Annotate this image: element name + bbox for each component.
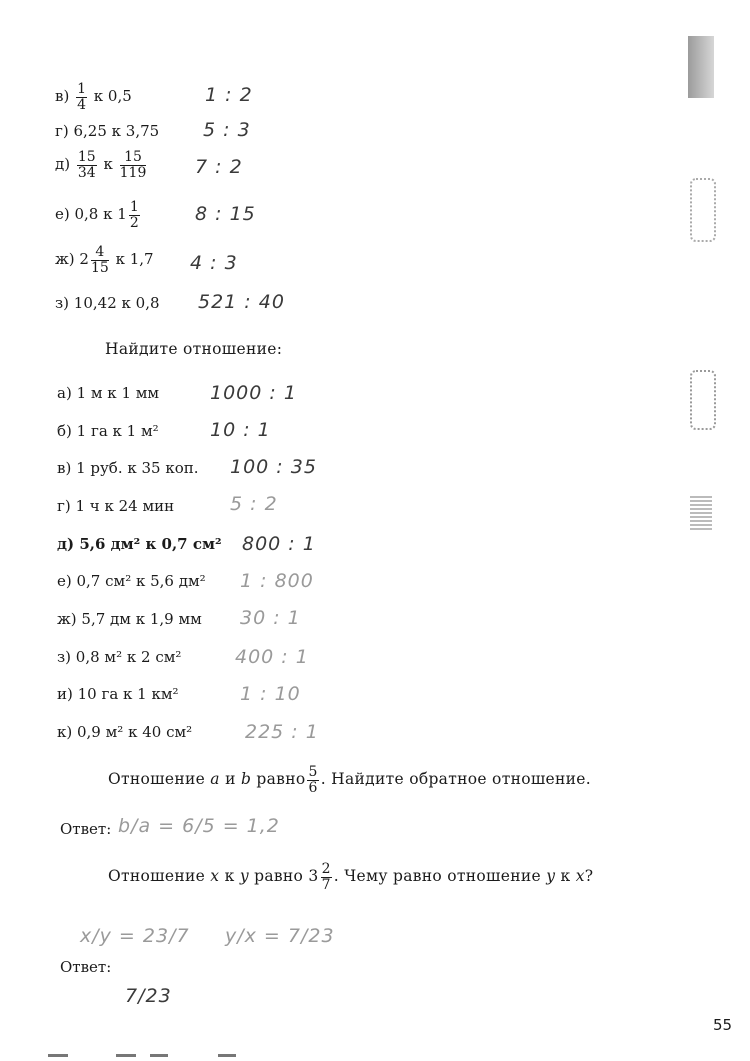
numerator: 5 [308, 764, 318, 780]
task-text: ? [584, 867, 594, 886]
task-text: к [560, 867, 571, 886]
denominator: 7 [321, 876, 331, 893]
row-d [55, 150, 148, 180]
answer: 10 : 1 [210, 419, 271, 441]
row-e [55, 200, 142, 230]
row-z: з) 10,42 к 0,8 [55, 294, 160, 312]
fraction [321, 862, 332, 892]
list-item: г) 1 ч к 24 мин [57, 497, 175, 515]
fraction [91, 245, 109, 275]
denominator: 4 [77, 96, 86, 113]
answer: 800 : 1 [242, 533, 316, 555]
variable-a: a [210, 770, 220, 789]
row-label: в) [55, 87, 70, 106]
task-text: Отношение [108, 867, 206, 886]
fraction [77, 150, 97, 180]
row-label: д) [55, 155, 71, 174]
answer-zh: 4 : 3 [190, 252, 238, 274]
answer-v: 1 : 2 [205, 84, 253, 106]
row-g: г) 6,25 к 3,75 [55, 122, 160, 140]
list-item: е) 0,7 см² к 5,6 дм² [57, 572, 206, 590]
numerator: 15 [120, 150, 147, 166]
scan-mark [150, 1054, 168, 1057]
scan-mark [218, 1054, 236, 1057]
scan-mark [48, 1054, 68, 1057]
list-item: з) 0,8 м² к 2 см² [57, 648, 182, 666]
denominator: 6 [308, 779, 318, 796]
list-item: и) 10 га к 1 км² [57, 685, 179, 703]
list-item: а) 1 м к 1 мм [57, 384, 160, 402]
scan-mark [116, 1054, 136, 1057]
row-zh [55, 245, 154, 275]
margin-shadow-3 [690, 370, 716, 430]
answer-e: 8 : 15 [195, 203, 256, 225]
task-text: равно [256, 770, 306, 789]
answer: 30 : 1 [240, 607, 301, 629]
variable-b: b [240, 770, 252, 789]
numerator: 1 [129, 199, 139, 215]
numerator: 1 [77, 81, 86, 97]
list-item: ж) 5,7 дм к 1,9 мм [57, 610, 202, 628]
fraction [129, 200, 140, 230]
answer-handwritten: b/a = 6/5 = 1,2 [118, 815, 280, 837]
task-text: равно 3 [254, 867, 319, 886]
task-text: к [224, 867, 235, 886]
denominator: 119 [119, 164, 147, 181]
denominator: 34 [77, 164, 96, 181]
answer-handwritten: 7/23 [125, 985, 172, 1007]
list-item: д) 5,6 дм² к 0,7 см² [57, 535, 222, 553]
margin-shadow-top [688, 36, 714, 98]
numerator: 4 [91, 245, 109, 261]
task4-question [108, 862, 593, 892]
task-text: . Чему равно отношение [333, 867, 541, 886]
answer: 5 : 2 [230, 493, 278, 515]
variable-y: y [239, 867, 249, 886]
handwritten-step-2: y/x = 7/23 [225, 925, 335, 947]
variable-y: y [546, 867, 556, 886]
answer-label: Ответ: [60, 820, 112, 838]
fraction [307, 765, 318, 795]
numerator: 2 [321, 861, 331, 877]
handwritten-step-1: x/y = 23/7 [80, 925, 190, 947]
task-text: и [225, 770, 236, 789]
answer-z: 521 : 40 [198, 291, 285, 313]
row-label: е) 0,8 к 1 [55, 205, 127, 224]
row-text: к [103, 155, 113, 174]
denominator: 2 [129, 214, 139, 231]
row-text: к 0,5 [93, 87, 132, 106]
answer: 1 : 10 [240, 683, 301, 705]
variable-x: x [575, 867, 585, 886]
margin-shadow-2 [690, 178, 716, 242]
fraction [120, 150, 147, 180]
variable-x: x [210, 867, 220, 886]
margin-shadow-4 [690, 496, 712, 530]
numerator: 15 [77, 149, 96, 165]
answer: 400 : 1 [235, 646, 309, 668]
list-item: к) 0,9 м² к 40 см² [57, 723, 193, 741]
answer: 100 : 35 [230, 456, 317, 478]
answer-d: 7 : 2 [195, 156, 243, 178]
answer: 1 : 800 [240, 570, 314, 592]
task-text: . Найдите обратное отношение. [320, 770, 591, 789]
row-v [55, 82, 132, 112]
answer-label: Ответ: [60, 958, 112, 976]
list-item: б) 1 га к 1 м² [57, 422, 159, 440]
task3-question [108, 765, 591, 795]
answer-g: 5 : 3 [203, 119, 251, 141]
denominator: 15 [90, 259, 109, 276]
row-label: ж) 2 [55, 250, 89, 269]
section-heading: Найдите отношение: [105, 340, 283, 358]
fraction [76, 82, 87, 112]
row-text: к 1,7 [115, 250, 154, 269]
task-text: Отношение [108, 770, 206, 789]
page-number: 55 [713, 1016, 733, 1034]
answer: 225 : 1 [245, 721, 319, 743]
list-item: в) 1 руб. к 35 коп. [57, 459, 199, 477]
answer: 1000 : 1 [210, 382, 297, 404]
